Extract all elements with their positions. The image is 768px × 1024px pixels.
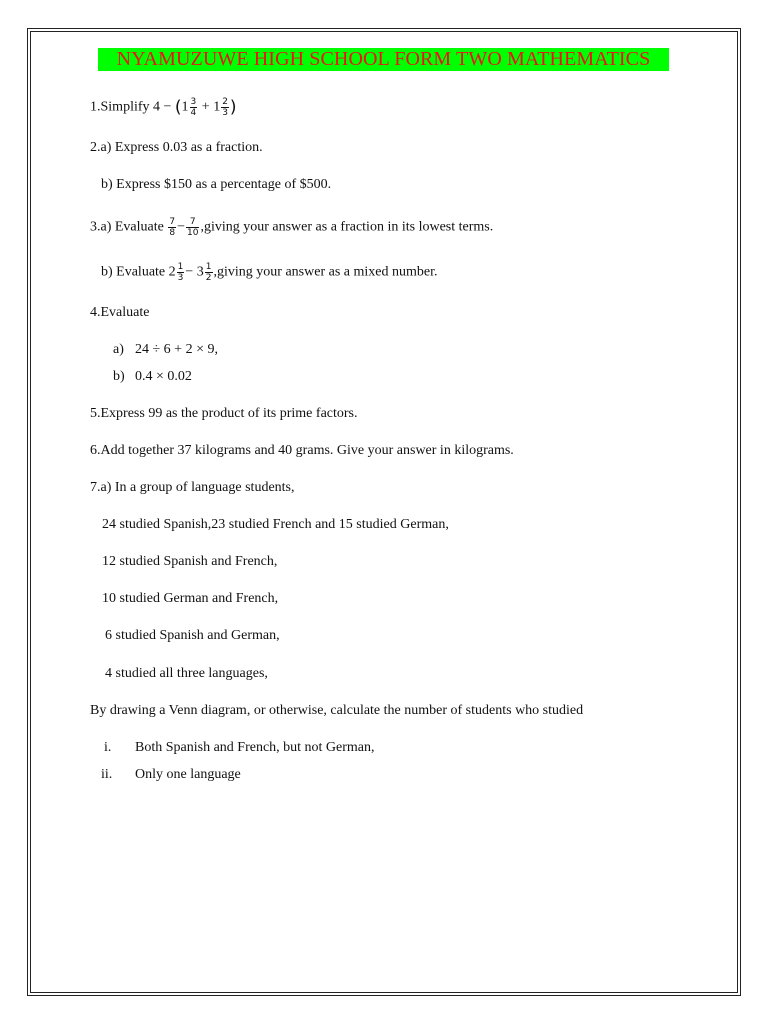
question-3b [101, 262, 437, 283]
question-3a [90, 217, 493, 238]
q3a-denominator-2: 10 [187, 228, 199, 238]
q7-fact-1: 24 studied Spanish,23 studied French and 15 studied German, [102, 517, 449, 532]
question-6: 6.Add together 37 kilograms and 40 grams. Give your answer in kilograms. [90, 443, 514, 458]
question-2a: 2.a) Express 0.03 as a fraction. [90, 140, 263, 155]
q1-numerator-1: 3 [190, 97, 197, 107]
q1-whole-2: 1 [213, 99, 221, 115]
q4-item-a-text: 24 ÷ 6 + 2 × 9, [135, 342, 218, 357]
q1-plus: + [198, 99, 214, 115]
q1-numerator-2: 2 [222, 97, 228, 107]
q3b-numerator-2: 1 [205, 262, 212, 272]
q3a-numerator-1: 7 [169, 217, 176, 227]
q7-part-ii-text: Only one language [135, 767, 241, 782]
q7-fact-2: 12 studied Spanish and French, [102, 554, 278, 569]
q4-item-b-marker: b) [113, 369, 125, 384]
q3a-numerator-2: 7 [186, 217, 199, 228]
q7-part-i-text: Both Spanish and French, but not German, [135, 740, 375, 755]
q3b-suffix: ,giving your answer as a mixed number. [213, 264, 438, 280]
q1-text: 1.Simplify 4 − [90, 99, 175, 115]
question-7-intro: 7.a) In a group of language students, [90, 480, 295, 495]
q1-denominator-2: 3 [222, 108, 228, 118]
question-2b: b) Express $150 as a percentage of $500. [101, 177, 332, 192]
q3b-denominator-1: 3 [177, 273, 184, 283]
page-title: NYAMUZUWE HIGH SCHOOL FORM TWO MATHEMATICS [98, 48, 669, 71]
question-4-label: 4.Evaluate [90, 305, 150, 320]
question-5: 5.Express 99 as the product of its prime factors. [90, 406, 358, 421]
question-1 [90, 97, 237, 118]
q3b-text: b) Evaluate 2 [101, 264, 176, 280]
q3a-fraction-1 [168, 217, 176, 238]
q3a-fraction-2 [186, 217, 199, 238]
q3a-text: 3.a) Evaluate [90, 219, 168, 235]
q1-fraction-1 [190, 97, 198, 118]
q3a-minus: − [177, 219, 185, 235]
q7-part-i-marker: i. [104, 740, 112, 755]
q7-fact-4: 6 studied Spanish and German, [105, 628, 280, 643]
q1-whole-1: 1 [181, 99, 189, 115]
q7-part-ii-marker: ii. [101, 767, 113, 782]
q4-item-a-marker: a) [113, 342, 124, 357]
q3b-numerator-1: 1 [177, 262, 184, 272]
q1-fraction-2 [221, 97, 229, 118]
q1-open-paren: ( [174, 97, 182, 118]
q3a-denominator-1: 8 [169, 228, 176, 238]
q1-close-paren: ) [229, 97, 237, 118]
q3b-fraction-1 [177, 262, 185, 283]
q3b-denominator-2: 2 [205, 273, 212, 283]
q3b-fraction-2 [205, 262, 213, 283]
q1-denominator-1: 4 [190, 108, 197, 118]
q7-instruction: By drawing a Venn diagram, or otherwise, calculate the number of students who studied [90, 703, 584, 718]
q3b-minus: − 3 [185, 264, 204, 280]
q4-item-b-text: 0.4 × 0.02 [135, 369, 192, 384]
q7-fact-5: 4 studied all three languages, [105, 666, 268, 681]
q3a-suffix: ,giving your answer as a fraction in its lowest terms. [200, 219, 494, 235]
q7-fact-3: 10 studied German and French, [102, 591, 279, 606]
